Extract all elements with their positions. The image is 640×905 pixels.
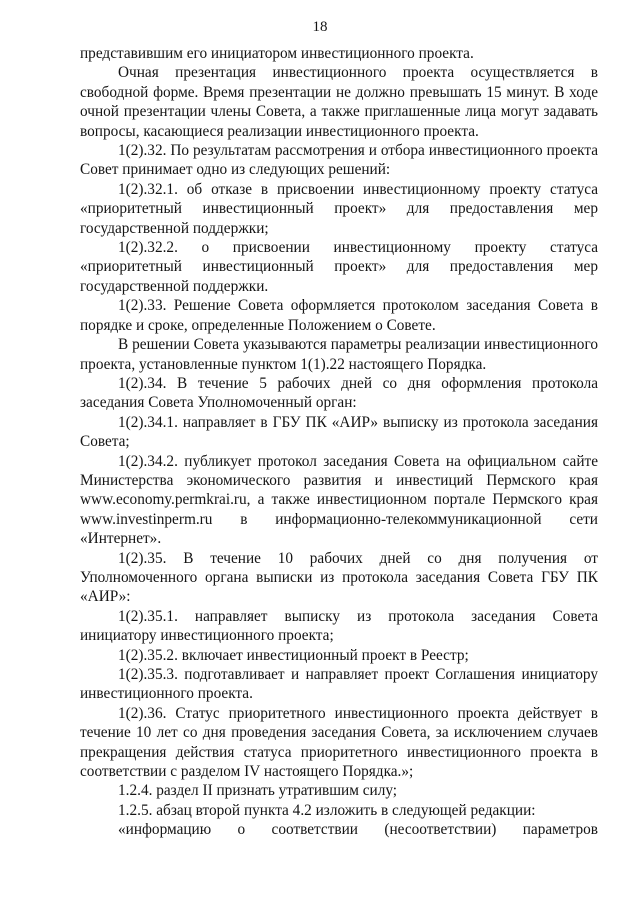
paragraph: 1.2.5. абзац второй пункта 4.2 изложить в следующей редакции: <box>118 801 536 819</box>
paragraph: 1(2).34.1. направляет в ГБУ ПК «АИР» выписку из протокола заседания Совета; <box>80 413 598 451</box>
paragraph: 1(2).32.1. об отказе в присвоении инвестиционному проекту статуса «приоритетный инвестиционный проект» для предоставления мер государственной поддержки; <box>80 180 598 237</box>
paragraph: 1.2.4. раздел II признать утратившим силу; <box>118 782 398 800</box>
paragraph: 1(2).35.3. подготавливает и направляет проект Соглашения инициатору инвестиционного проекта. <box>80 666 598 703</box>
document-body <box>80 44 598 840</box>
paragraph: 1(2).34.2. публикует протокол заседания Совета на официальном сайте Министерства экономического развития и инвестиций Пермского края www.economy.permkrai.ru, а также инвестиционном портале Пермского края www.investinperm.ru в информационно-телекоммуникационной сети «Интернет». <box>80 452 598 548</box>
paragraph: 1(2).35. В течение 10 рабочих дней со дня получения от Уполномоченного органа выписки из протокола заседания Совета ГБУ ПК «АИР»: <box>80 549 598 606</box>
paragraph: В решении Совета указываются параметры реализации инвестиционного проекта, установленные пунктом 1(1).22 настоящего Порядка. <box>80 336 598 373</box>
paragraph: 1(2).33. Решение Совета оформляется протоколом заседания Совета в порядке и сроке, определенные Положением о Совете. <box>80 297 598 334</box>
paragraph: представившим его инициатором инвестиционного проекта. <box>80 45 474 62</box>
paragraph: 1(2).35.1. направляет выписку из протокола заседания Совета инициатору инвестиционного проекта; <box>80 607 598 645</box>
paragraph: Очная презентация инвестиционного проекта осуществляется в свободной форме. Время презентации не должно превышать 15 минут. В ходе очной презентации члены Совета, а также приглашенные лица могут задавать вопросы, касающиеся реализации инвестиционного проекта. <box>80 64 598 140</box>
paragraph: 1(2).36. Статус приоритетного инвестиционного проекта действует в течение 10 лет со дня проведения заседания Совета, за исключением случаев прекращения действия статуса приоритетного инвестиционного проекта в соответствии с разделом IV настоящего Порядка.»; <box>80 704 598 781</box>
paragraph: 1(2).35.2. включает инвестиционный проект в Реестр; <box>118 646 469 664</box>
paragraph: 1(2).34. В течение 5 рабочих дней со дня оформления протокола заседания Совета Уполномоченный орган: <box>80 374 598 412</box>
paragraph: «информацию о соответствии (несоответствии) параметров <box>118 821 598 839</box>
paragraph: 1(2).32. По результатам рассмотрения и отбора инвестиционного проекта Совет принимает одно из следующих решений: <box>80 142 598 179</box>
paragraph: 1(2).32.2. о присвоении инвестиционному проекту статуса «приоритетный инвестиционный проект» для предоставления мер государственной поддержки. <box>80 239 598 295</box>
page-number: 18 <box>312 19 328 35</box>
